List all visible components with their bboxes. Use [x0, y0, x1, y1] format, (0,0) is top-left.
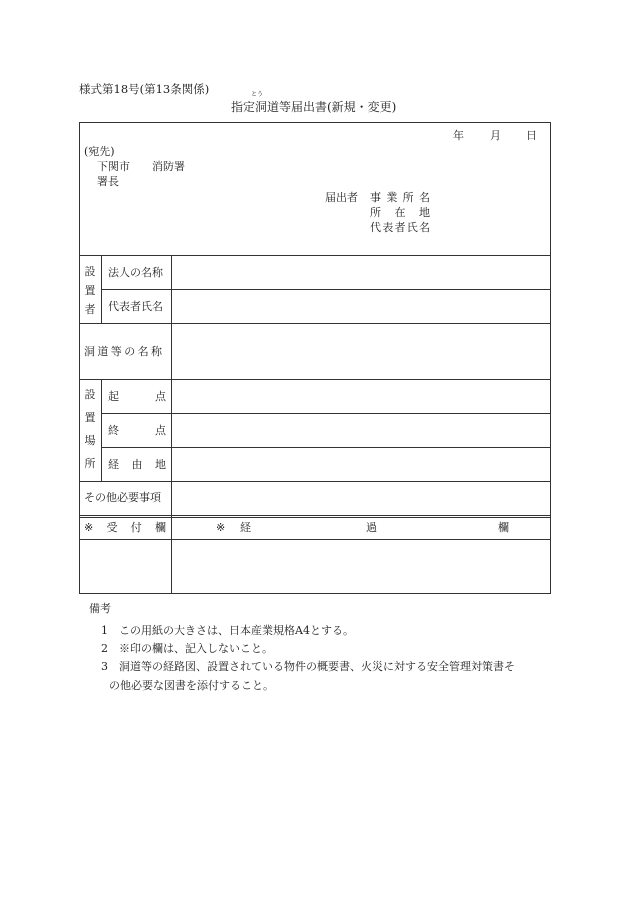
- note-2-num: 2: [101, 642, 108, 655]
- note-3-text-cont: の他必要な図書を添付すること。: [109, 679, 274, 692]
- start-label-char-0: 起: [108, 390, 119, 403]
- submitter-field-1-char-2: 地: [419, 206, 430, 219]
- via-label-char-2: 地: [155, 458, 166, 471]
- form-table: [79, 122, 551, 594]
- submitter-location: [370, 207, 430, 218]
- title-ruby: とう: [251, 91, 264, 98]
- form-number: 様式第18号(第13条関係): [79, 82, 210, 96]
- location-label-char-1: 置: [84, 411, 96, 424]
- date-month: 月: [490, 129, 501, 142]
- submitter-business-name: [370, 192, 430, 203]
- reception-label: [84, 522, 166, 533]
- submitter-field-2-char-0: 代: [370, 221, 381, 234]
- via-label-char-1: 由: [131, 458, 143, 471]
- end-label-char-1: 点: [155, 424, 166, 437]
- progress-label-char-2: 過: [366, 521, 377, 534]
- note-3-text: 洞道等の経路図、設置されている物件の概要書、火災に対する安全管理対策書そ: [119, 660, 515, 673]
- addressee-office: 下関市 消防署: [97, 160, 185, 173]
- start-label-char-1: 点: [155, 390, 166, 403]
- installer-label-char-0: 設: [84, 265, 96, 278]
- via-point-label: [108, 459, 166, 470]
- via-label-char-0: 経: [108, 458, 119, 471]
- submitter-field-2-char-2: 者: [394, 221, 406, 234]
- location-label-char-3: 所: [84, 457, 96, 470]
- other-items-label: その他必要事項: [84, 491, 161, 504]
- reception-label-char-0: ※: [84, 521, 94, 534]
- reception-label-char-3: 欄: [154, 521, 166, 534]
- installer-label-char-1: 置: [84, 284, 96, 297]
- reception-label-char-2: 付: [130, 521, 142, 534]
- submitter-field-0-char-1: 業: [386, 191, 398, 204]
- notes-heading: 備考: [89, 602, 111, 615]
- installer-label-char-2: 者: [84, 303, 96, 316]
- end-point-label: [108, 425, 166, 436]
- submitter-label: 届出者: [325, 191, 358, 204]
- addressee-chief: 署長: [97, 175, 119, 188]
- progress-label-char-0: ※: [216, 521, 226, 534]
- note-3-num: 3: [101, 660, 108, 673]
- submitter-field-0-char-3: 名: [418, 191, 430, 204]
- note-2-text: ※印の欄は、記入しないこと。: [119, 642, 273, 655]
- addressee-label: (宛先): [84, 145, 115, 158]
- submitter-field-2-char-4: 名: [419, 221, 430, 234]
- date-day: 日: [526, 129, 537, 142]
- submitter-field-1-char-0: 所: [370, 206, 381, 219]
- installer-label: [84, 266, 96, 315]
- date-year: 年: [453, 129, 464, 142]
- note-1-num: 1: [101, 624, 108, 637]
- form-title: 指定洞道等届出書(新規・変更): [231, 100, 397, 114]
- submitter-field-2-char-1: 表: [382, 221, 394, 234]
- submitter-field-2-char-3: 氏: [406, 221, 418, 234]
- submitter-field-0-char-0: 事: [370, 191, 381, 204]
- submitter-field-0-char-2: 所: [402, 191, 414, 204]
- rep-name-label: 代表者氏名: [108, 300, 163, 313]
- progress-label-char-3: 欄: [498, 521, 509, 534]
- location-label-char-2: 場: [84, 434, 96, 447]
- note-1-text: この用紙の大きさは、日本産業規格A4とする。: [119, 624, 354, 637]
- submitter-field-1-char-1: 在: [394, 206, 406, 219]
- reception-label-char-1: 受: [106, 521, 118, 534]
- location-label: [84, 389, 96, 469]
- tunnel-name-label: 洞道等の名称: [84, 345, 165, 358]
- progress-label-char-1: 経: [240, 521, 251, 534]
- start-point-label: [108, 391, 166, 402]
- corp-name-label: 法人の名称: [108, 266, 163, 279]
- end-label-char-0: 終: [108, 424, 119, 437]
- submitter-representative: [370, 222, 430, 233]
- location-label-char-0: 設: [84, 388, 96, 401]
